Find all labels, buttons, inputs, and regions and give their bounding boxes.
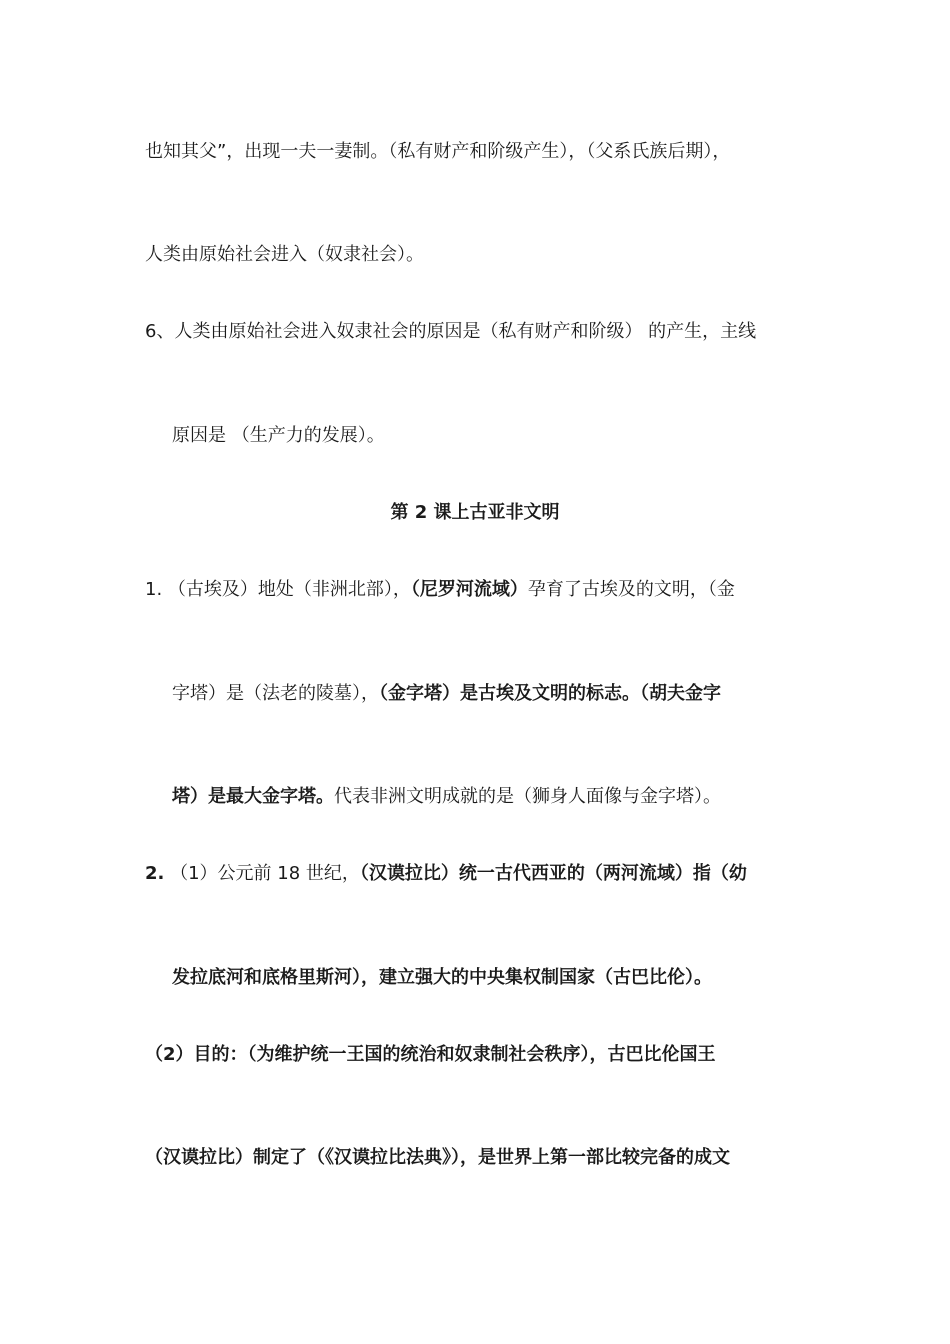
item1-line3-b: 塔）是最大金字塔。: [172, 786, 334, 807]
text-line-1: 也知其父”，出现一夫一妻制。（私有财产和阶级产生），（父系氏族后期），: [145, 141, 731, 162]
section-title: 第 2 课上古亚非文明: [390, 502, 560, 523]
text-line-3: 6、人类由原始社会进入奴隶社会的原因是（私有财产和阶级） 的产生，主线: [145, 321, 757, 342]
item1-line-2: [172, 682, 721, 706]
item1-line1-c: 孕育了古埃及的文明，（金: [527, 579, 735, 600]
item1-line-1: [145, 578, 735, 602]
item1-line-3: [172, 785, 721, 809]
text-line-2: 人类由原始社会进入（奴隶社会）。: [145, 244, 424, 265]
item2-line1-b: （汉谟拉比）统一古代西亚的（两河流域）指（幼: [359, 863, 747, 884]
item1-line2-a: 字塔）是（法老的陵墓），: [172, 683, 379, 704]
item1-line1-a: 1. （古埃及）地处（非洲北部），: [145, 579, 411, 600]
text-line-4: 原因是 （生产力的发展）。: [172, 425, 385, 446]
item1-line3-c: 代表非洲文明成就的是（狮身人面像与金字塔）。: [334, 786, 721, 807]
item2-line-3: （2）目的：（为维护统一王国的统治和奴隶制社会秩序），古巴比伦国王: [145, 1044, 716, 1065]
item2-line-4: （汉谟拉比）制定了（《汉谟拉比法典》），是世界上第一部比较完备的成文: [145, 1147, 730, 1168]
item1-line1-b: （尼罗河流域）: [410, 579, 528, 600]
item2-number: 2.: [145, 863, 165, 884]
item1-line2-b: （金字塔）是古埃及文明的标志。（胡夫金字: [379, 683, 721, 704]
item2-line-1: [145, 862, 747, 886]
item2-line1-a: （1）公元前 18 世纪，: [170, 863, 360, 884]
item2-line-2: 发拉底河和底格里斯河），建立强大的中央集权制国家（古巴比伦）。: [172, 967, 712, 988]
